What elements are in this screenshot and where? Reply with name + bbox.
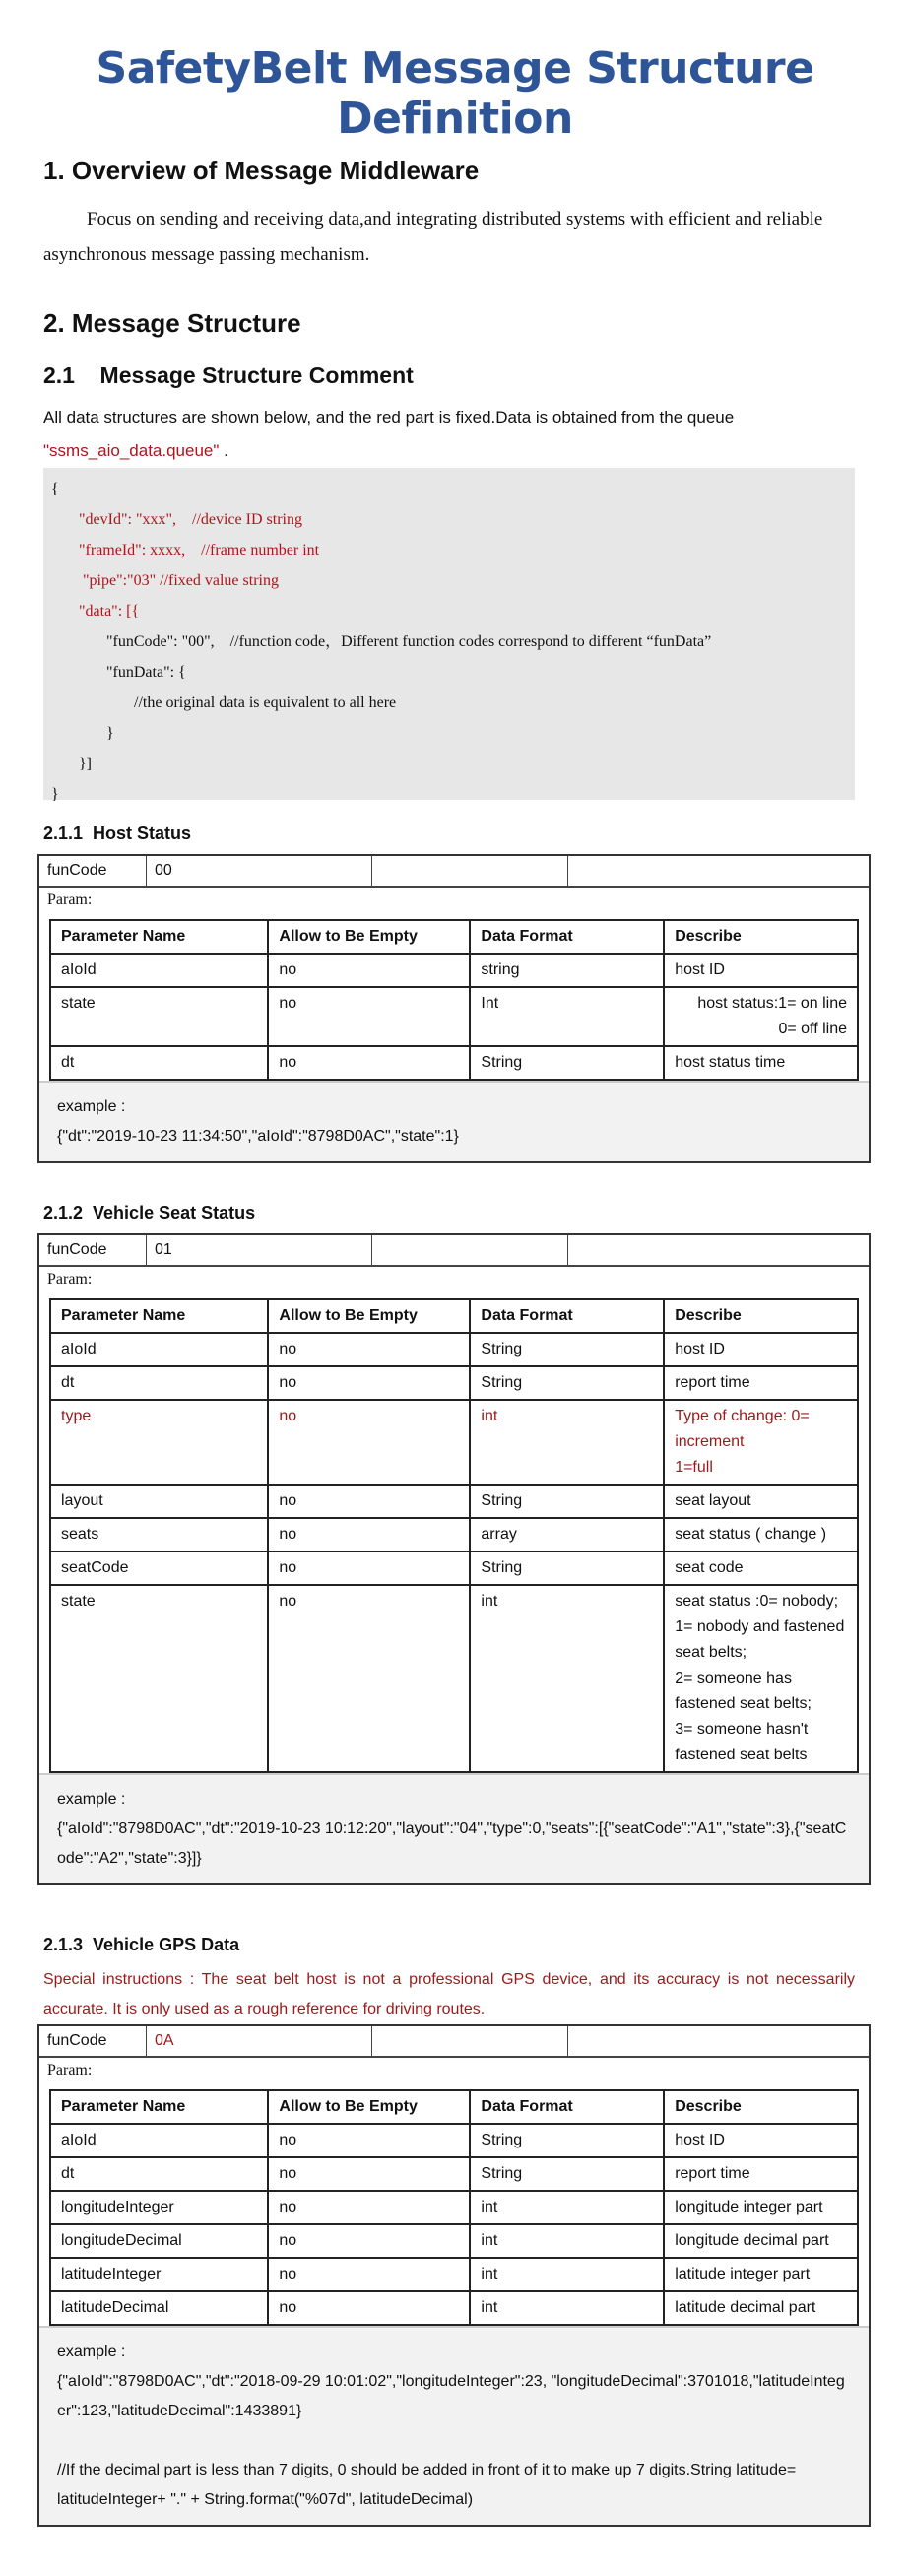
- param-label: Param:: [47, 1271, 93, 1288]
- example-box: [39, 1081, 869, 1161]
- example-label: example :: [57, 1098, 126, 1115]
- column-header: Parameter Name: [50, 2090, 268, 2124]
- funcode-row: [39, 1235, 869, 1267]
- column-header: Allow to Be Empty: [268, 2090, 470, 2124]
- table-cell: no: [268, 1518, 470, 1552]
- table-row: [50, 2224, 858, 2258]
- table-cell: no: [268, 1552, 470, 1585]
- table-cell: seat status :0= nobody; 1= nobody and fastened seat belts; 2= someone has fastened seat belts; 3= someone hasn't fastened seat belts: [664, 1585, 858, 1772]
- table-cell: Int: [470, 987, 664, 1046]
- table-row: [50, 2291, 858, 2325]
- table-row: [50, 987, 858, 1046]
- table-cell: layout: [50, 1485, 268, 1518]
- table-cell: no: [268, 1485, 470, 1518]
- funcode-label: funCode: [39, 856, 147, 886]
- table-row: [50, 1400, 858, 1485]
- code-line: }]: [51, 756, 93, 772]
- intro: All data structures are shown below, and the red part is fixed.Data is obtained from the queue: [43, 408, 735, 427]
- table-cell: host status:1= on line 0= off line: [664, 987, 858, 1046]
- table-header: [50, 1299, 858, 1333]
- table-cell: no: [268, 2124, 470, 2157]
- column-header: Allow to Be Empty: [268, 920, 470, 954]
- special-instructions: Special instructions : The seat belt host is not a professional GPS device, and its accuracy is not necessarily accurate. It is only used as a rough reference for driving routes.: [43, 1971, 855, 2017]
- table-cell: Type of change: 0= increment 1=full: [664, 1400, 858, 1485]
- table-cell: dt: [50, 1366, 268, 1400]
- column-header: Allow to Be Empty: [268, 1299, 470, 1333]
- table-cell: no: [268, 1400, 470, 1485]
- table-cell: int: [470, 1585, 664, 1772]
- code-line: {: [51, 481, 59, 497]
- example-note: //If the decimal part is less than 7 digits, 0 should be added in front of it to make up 7 digits.String latitude= latitudeInteger+ "." + String.format("%07d", latitudeDecimal): [57, 2462, 797, 2508]
- table-cell: type: [50, 1400, 268, 1485]
- table-row: [50, 954, 858, 987]
- table-cell: no: [268, 2224, 470, 2258]
- table-row: [50, 1046, 858, 1080]
- queue-name: "ssms_aio_data.queue": [43, 441, 220, 460]
- example-box: [39, 2326, 869, 2525]
- section-2-1-heading: 2.1 Message Structure Comment: [43, 363, 414, 388]
- t1-table-box: [37, 854, 871, 1163]
- funcode-label: funCode: [39, 2026, 147, 2056]
- table-cell: seatCode: [50, 1552, 268, 1585]
- column-header: Describe: [664, 2090, 858, 2124]
- table-row: [50, 1333, 858, 1366]
- empty-cell: [372, 856, 568, 886]
- table-cell: no: [268, 2157, 470, 2191]
- t1-param-table: [49, 919, 859, 1081]
- t2-param-table: [49, 1298, 859, 1773]
- table-cell: longitudeDecimal: [50, 2224, 268, 2258]
- table-cell: latitude decimal part: [664, 2291, 858, 2325]
- page-title: SafetyBelt Message Structure Definition: [96, 43, 814, 144]
- table-cell: report time: [664, 2157, 858, 2191]
- table-cell: seat layout: [664, 1485, 858, 1518]
- table-cell: String: [470, 1485, 664, 1518]
- t3-param-table: [49, 2089, 859, 2326]
- table-cell: dt: [50, 2157, 268, 2191]
- table-cell: int: [470, 2258, 664, 2291]
- table-cell: no: [268, 2258, 470, 2291]
- table-cell: report time: [664, 1366, 858, 1400]
- funcode-value: 01: [147, 1235, 372, 1265]
- table-cell: longitude integer part: [664, 2191, 858, 2224]
- intro-end: .: [219, 441, 228, 460]
- table-cell: String: [470, 2124, 664, 2157]
- table-cell: String: [470, 2157, 664, 2191]
- table-row: [50, 1518, 858, 1552]
- funcode-label: funCode: [39, 1235, 147, 1265]
- code-block: [43, 468, 855, 803]
- table-row: [50, 2157, 858, 2191]
- table-cell: array: [470, 1518, 664, 1552]
- table-cell: String: [470, 1366, 664, 1400]
- table-cell: no: [268, 1366, 470, 1400]
- table-cell: no: [268, 2291, 470, 2325]
- table-cell: aIoId: [50, 1333, 268, 1366]
- table-cell: aIoId: [50, 954, 268, 987]
- empty-cell: [372, 2026, 568, 2056]
- table-cell: no: [268, 987, 470, 1046]
- t3-heading: 2.1.3 Vehicle GPS Data: [43, 1935, 240, 1954]
- table-cell: latitudeInteger: [50, 2258, 268, 2291]
- param-label: Param:: [47, 2062, 93, 2079]
- table-cell: no: [268, 1046, 470, 1080]
- table-header: [50, 920, 858, 954]
- column-header: Parameter Name: [50, 1299, 268, 1333]
- table-cell: latitudeDecimal: [50, 2291, 268, 2325]
- table-cell: int: [470, 2224, 664, 2258]
- t1-heading: 2.1.1 Host Status: [43, 824, 192, 843]
- column-header: Describe: [664, 1299, 858, 1333]
- code-line: "funData": {: [51, 664, 186, 681]
- table-cell: state: [50, 987, 268, 1046]
- t2-table-box: [37, 1233, 871, 1885]
- table-cell: host ID: [664, 1333, 858, 1366]
- column-header: Parameter Name: [50, 920, 268, 954]
- table-cell: longitudeInteger: [50, 2191, 268, 2224]
- table-cell: String: [470, 1046, 664, 1080]
- funcode-row: [39, 2026, 869, 2058]
- table-cell: host ID: [664, 954, 858, 987]
- table-cell: no: [268, 2191, 470, 2224]
- empty-cell: [372, 1235, 568, 1265]
- table-row: [50, 1585, 858, 1772]
- column-header: Data Format: [470, 1299, 664, 1333]
- t3-table-box: [37, 2024, 871, 2527]
- table-cell: int: [470, 2291, 664, 2325]
- code-line: "devId": "xxx", //device ID string: [51, 511, 302, 528]
- column-header: Data Format: [470, 920, 664, 954]
- code-line: "data": [{: [51, 603, 140, 620]
- code-line: "funCode": "00", //function code，Different function codes correspond to different “funData”: [51, 633, 712, 650]
- table-cell: no: [268, 1333, 470, 1366]
- table-row: [50, 1552, 858, 1585]
- table-row: [50, 1485, 858, 1518]
- overview-text: Focus on sending and receiving data,and integrating distributed systems with efficient and reliable asynchronous message passing mechanism.: [43, 209, 823, 265]
- empty-cell: [568, 2026, 869, 2056]
- section-1-heading: 1. Overview of Message Middleware: [43, 156, 480, 185]
- table-cell: seats: [50, 1518, 268, 1552]
- table-cell: dt: [50, 1046, 268, 1080]
- table-cell: string: [470, 954, 664, 987]
- example-box: [39, 1773, 869, 1883]
- table-cell: state: [50, 1585, 268, 1772]
- funcode-value: 00: [147, 856, 372, 886]
- example-json: {"dt":"2019-10-23 11:34:50","aIoId":"8798D0AC","state":1}: [57, 1128, 459, 1145]
- table-cell: host status time: [664, 1046, 858, 1080]
- table-cell: seat code: [664, 1552, 858, 1585]
- intro-text: [0, 401, 910, 468]
- table-header: [50, 2090, 858, 2124]
- table-row: [50, 2191, 858, 2224]
- section-2-heading: 2. Message Structure: [43, 308, 301, 338]
- t2-heading: 2.1.2 Vehicle Seat Status: [43, 1203, 256, 1222]
- table-cell: int: [470, 1400, 664, 1485]
- funcode-row: [39, 856, 869, 888]
- example-json: {"aIoId":"8798D0AC","dt":"2018-09-29 10:01:02","longitudeInteger":23, "longitudeDecimal":3701018,"latitudeInteger":123,"latitudeDecimal":1433891}: [57, 2373, 845, 2419]
- table-cell: host ID: [664, 2124, 858, 2157]
- table-cell: String: [470, 1333, 664, 1366]
- empty-cell: [568, 1235, 869, 1265]
- table-cell: aIoId: [50, 2124, 268, 2157]
- table-cell: no: [268, 1585, 470, 1772]
- table-cell: latitude integer part: [664, 2258, 858, 2291]
- table-cell: String: [470, 1552, 664, 1585]
- table-row: [50, 2258, 858, 2291]
- column-header: Data Format: [470, 2090, 664, 2124]
- code-line: //the original data is equivalent to all here: [51, 694, 397, 711]
- example-label: example :: [57, 2344, 126, 2360]
- code-line: }: [51, 786, 59, 803]
- code-line: }: [51, 725, 114, 742]
- table-cell: int: [470, 2191, 664, 2224]
- empty-cell: [568, 856, 869, 886]
- example-label: example :: [57, 1791, 126, 1808]
- code-line: "frameId": xxxx, //frame number int: [51, 542, 320, 559]
- table-cell: longitude decimal part: [664, 2224, 858, 2258]
- example-json: {"aIoId":"8798D0AC","dt":"2019-10-23 10:12:20","layout":"04","type":0,"seats":[{"seatCode":"A1","state":3},{"seatCode":"A2","state":3}]}: [57, 1820, 847, 1867]
- funcode-value: 0A: [147, 2026, 372, 2056]
- param-label: Param:: [47, 892, 93, 908]
- column-header: Describe: [664, 920, 858, 954]
- code-line: "pipe":"03" //fixed value string: [51, 572, 279, 589]
- table-cell: no: [268, 954, 470, 987]
- table-row: [50, 1366, 858, 1400]
- table-row: [50, 2124, 858, 2157]
- table-cell: seat status ( change ): [664, 1518, 858, 1552]
